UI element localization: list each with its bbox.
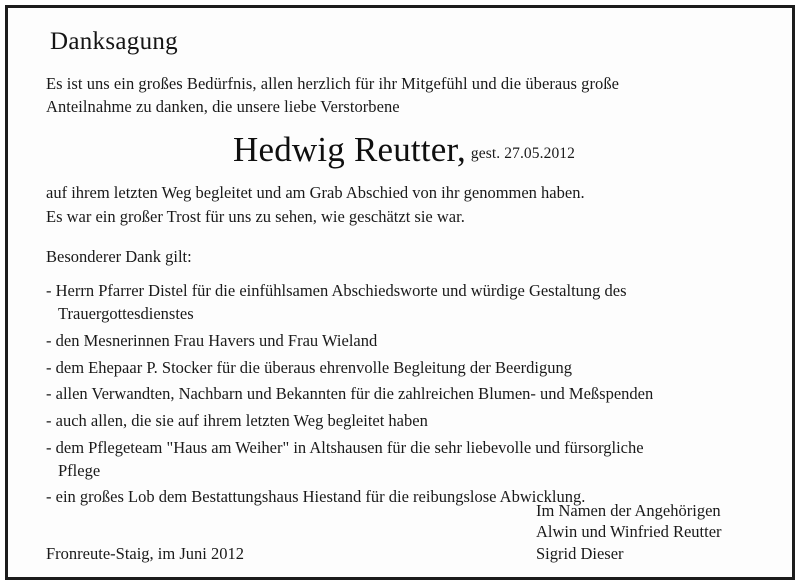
list-item-line: - ein großes Lob dem Bestattungshaus Hiestand für die reibungslose Abwicklung. [46, 487, 586, 507]
intro-line-1: Es ist uns ein großes Bedürfnis, allen herzlich für ihr Mitgefühl und die überaus große [46, 73, 620, 93]
signature-line: Alwin und Winfried Reutter [536, 522, 722, 542]
list-item [46, 330, 762, 353]
place-and-date: Fronreute-Staig, im Juni 2012 [46, 544, 244, 564]
list-item [46, 383, 762, 406]
deceased-name: Hedwig Reutter, [232, 130, 466, 170]
closing-line-2: Es war ein großer Trost für uns zu sehen, wie geschätzt sie war. [46, 207, 465, 227]
signature-line: Sigrid Dieser [536, 544, 624, 564]
list-item-line: - allen Verwandten, Nachbarn und Bekannten für die zahlreichen Blumen- und Meßspenden [46, 384, 654, 404]
list-item [46, 410, 762, 433]
list-item-line: Pflege [58, 460, 101, 480]
list-item-line: - dem Pflegeteam "Haus am Weiher" in Altshausen für die sehr liebevolle und fürsorgliche [46, 437, 644, 457]
signature-line: Im Namen der Angehörigen [536, 500, 721, 520]
list-item-line: Trauergottesdienstes [58, 304, 194, 324]
deceased-death-date: gest. 27.05.2012 [470, 145, 575, 163]
list-item-line: - den Mesnerinnen Frau Havers und Frau Wieland [46, 330, 378, 350]
page-title: Danksagung [50, 28, 178, 55]
list-item [46, 437, 762, 483]
list-item [46, 357, 762, 380]
intro-line-2: Anteilnahme zu danken, die unsere liebe Verstorbene [46, 96, 400, 116]
closing-line-1: auf ihrem letzten Weg begleitet und am Grab Abschied von ihr genommen haben. [46, 183, 585, 203]
notice-content [8, 8, 792, 577]
signature-area [46, 500, 762, 565]
thanks-list [46, 280, 762, 509]
deceased-block [46, 130, 762, 170]
intro-paragraph [46, 72, 762, 119]
thanks-lead-in: Besonderer Dank gilt: [46, 247, 192, 267]
signature-block [536, 500, 762, 565]
list-item [46, 280, 762, 326]
notice-border-frame [5, 5, 795, 580]
list-item-line: - auch allen, die sie auf ihrem letzten Weg begleitet haben [46, 411, 428, 431]
closing-paragraph [46, 181, 762, 229]
list-item-line: - Herrn Pfarrer Distel für die einfühlsamen Abschiedsworte und würdige Gestaltung des [46, 281, 627, 301]
list-item-line: - dem Ehepaar P. Stocker für die überaus ehrenvolle Begleitung der Beerdigung [46, 357, 572, 377]
